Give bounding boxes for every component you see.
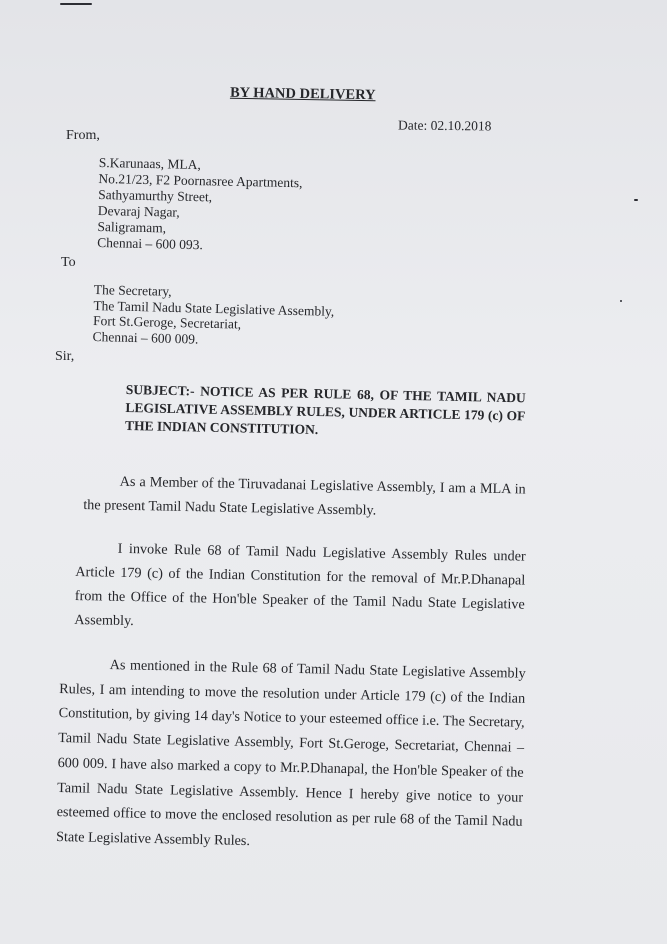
recipient-line: The Secretary, bbox=[93, 282, 172, 299]
sender-line: Chennai – 600 093. bbox=[97, 234, 204, 253]
body-paragraph: As a Member of the Tiruvadanai Legislative Assembly, I am a MLA in the present Tamil Nadu State Legislative Assembly. bbox=[83, 473, 526, 519]
delivery-heading: BY HAND DELIVERY bbox=[229, 84, 376, 104]
sender-line: S.Karunaas, MLA, bbox=[98, 155, 201, 173]
sender-line: Sathyamurthy Street, bbox=[98, 186, 213, 205]
recipient-line: Chennai – 600 009. bbox=[92, 328, 199, 347]
sender-line: Devaraj Nagar, bbox=[97, 202, 180, 220]
salutation: Sir, bbox=[55, 349, 75, 364]
recipient-line: The Tamil Nadu State Legislative Assembly, bbox=[93, 297, 335, 319]
recipient-line: Fort St.Geroge, Secretariat, bbox=[92, 312, 242, 332]
body-paragraph: I invoke Rule 68 of Tamil Nadu Legislative Assembly Rules under Article 179 (c) of the Indian Constitution for the removal of Mr.P.Dhanapal from the Office of the Hon'ble Speaker of the Tamil Nadu State Legislative Assembly. bbox=[74, 540, 526, 630]
margin-speck bbox=[620, 300, 622, 302]
sender-address bbox=[97, 155, 303, 255]
sender-line: No.21/23, F2 Poornasree Apartments, bbox=[98, 170, 303, 191]
margin-speck bbox=[634, 199, 638, 201]
to-label: To bbox=[61, 255, 76, 270]
recipient-address bbox=[92, 282, 334, 350]
sender-line: Saligramam, bbox=[97, 218, 167, 236]
subject-line: SUBJECT:- NOTICE AS PER RULE 68, OF THE TAMIL NADU LEGISLATIVE ASSEMBLY RULES, UNDER ARTICLE 179 (c) OF THE INDIAN CONSTITUTION. bbox=[124, 381, 526, 438]
letter-date: Date: 02.10.2018 bbox=[397, 117, 492, 134]
from-label: From, bbox=[66, 128, 100, 143]
top-pen-mark bbox=[60, 3, 92, 5]
body-paragraph: As mentioned in the Rule 68 of Tamil Nadu State Legislative Assembly Rules, I am intending to move the resolution under Article 179 (c) of the Indian Constitution, by giving 14 day's Notice to your esteemed office i.e. The Secretary, Tamil Nadu State Legislative Assembly, Fort St.Geroge, Secretariat, Chennai – 600 009. I have also marked a copy to Mr.P.Dhanapal, the Hon'ble Speaker of the Tamil Nadu State Legislative Assembly. Hence I hereby give notice to your esteemed office to move the enclosed resolution as per rule 68 of the Tamil Nadu State Legislative Assembly Rules. bbox=[55, 657, 526, 849]
